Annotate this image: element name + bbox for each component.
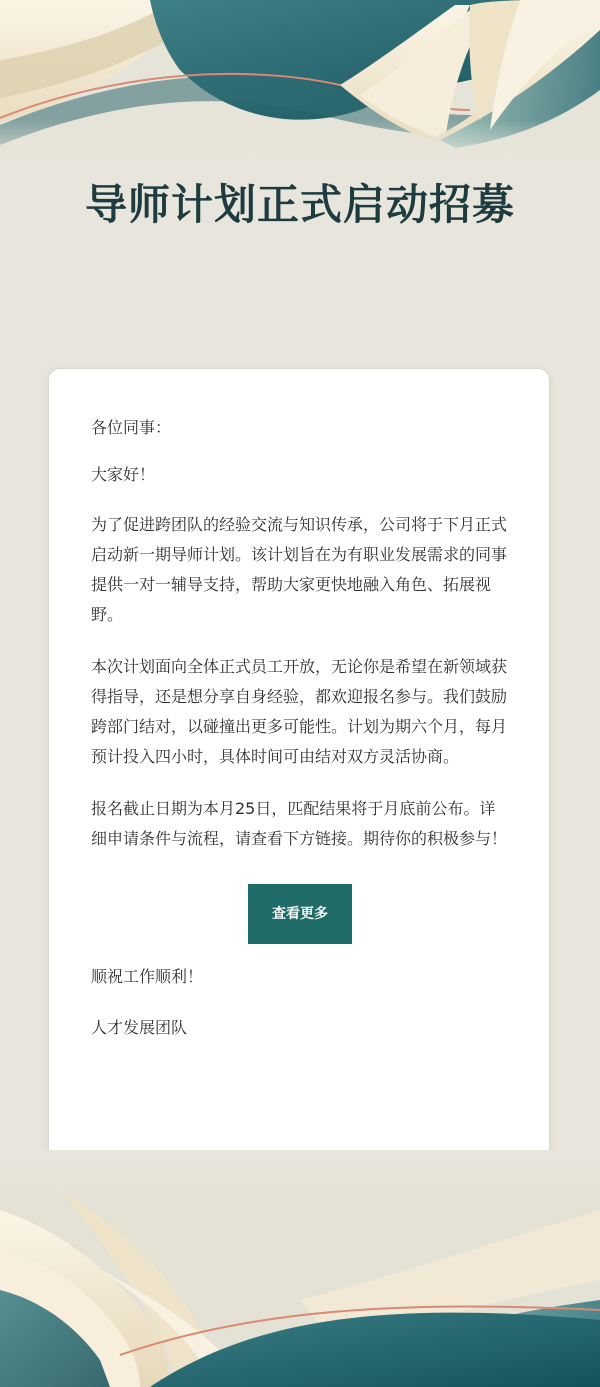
page-title: 导师计划正式启动招募: [84, 180, 515, 229]
letter-card: [48, 368, 550, 1208]
letter-paragraph-2: 本次计划面向全体正式员工开放，无论你是希望在新领域获得指导，还是想分享自身经验，都欢迎报名参与。我们鼓励跨部门结对，以碰撞出更多可能性。计划为期六个月，每月预计投入四小时，具体时间可由结对双方灵活协商。: [91, 657, 508, 766]
open-book-illustration-bottom: [0, 1150, 600, 1387]
view-more-button[interactable]: 查看更多: [248, 884, 352, 944]
letter-closing: 顺祝工作顺利！: [91, 967, 204, 986]
letter-signature: 人才发展团队: [91, 1018, 188, 1037]
letter-paragraph-1: 为了促进跨团队的经验交流与知识传承，公司将于下月正式启动新一期导师计划。该计划旨在为有职业发展需求的同事提供一对一辅导支持，帮助大家更快地融入角色、拓展视野。: [91, 515, 508, 624]
letter-hello: 大家好！: [91, 465, 156, 484]
letter-paragraph-3: 报名截止日期为本月25日，匹配结果将于月底前公布。详细申请条件与流程，请查看下方链接。期待你的积极参与！: [91, 799, 508, 848]
letter-greeting: 各位同事：: [91, 418, 172, 437]
cta-container: [91, 884, 509, 944]
open-book-illustration-top: [0, 0, 600, 170]
